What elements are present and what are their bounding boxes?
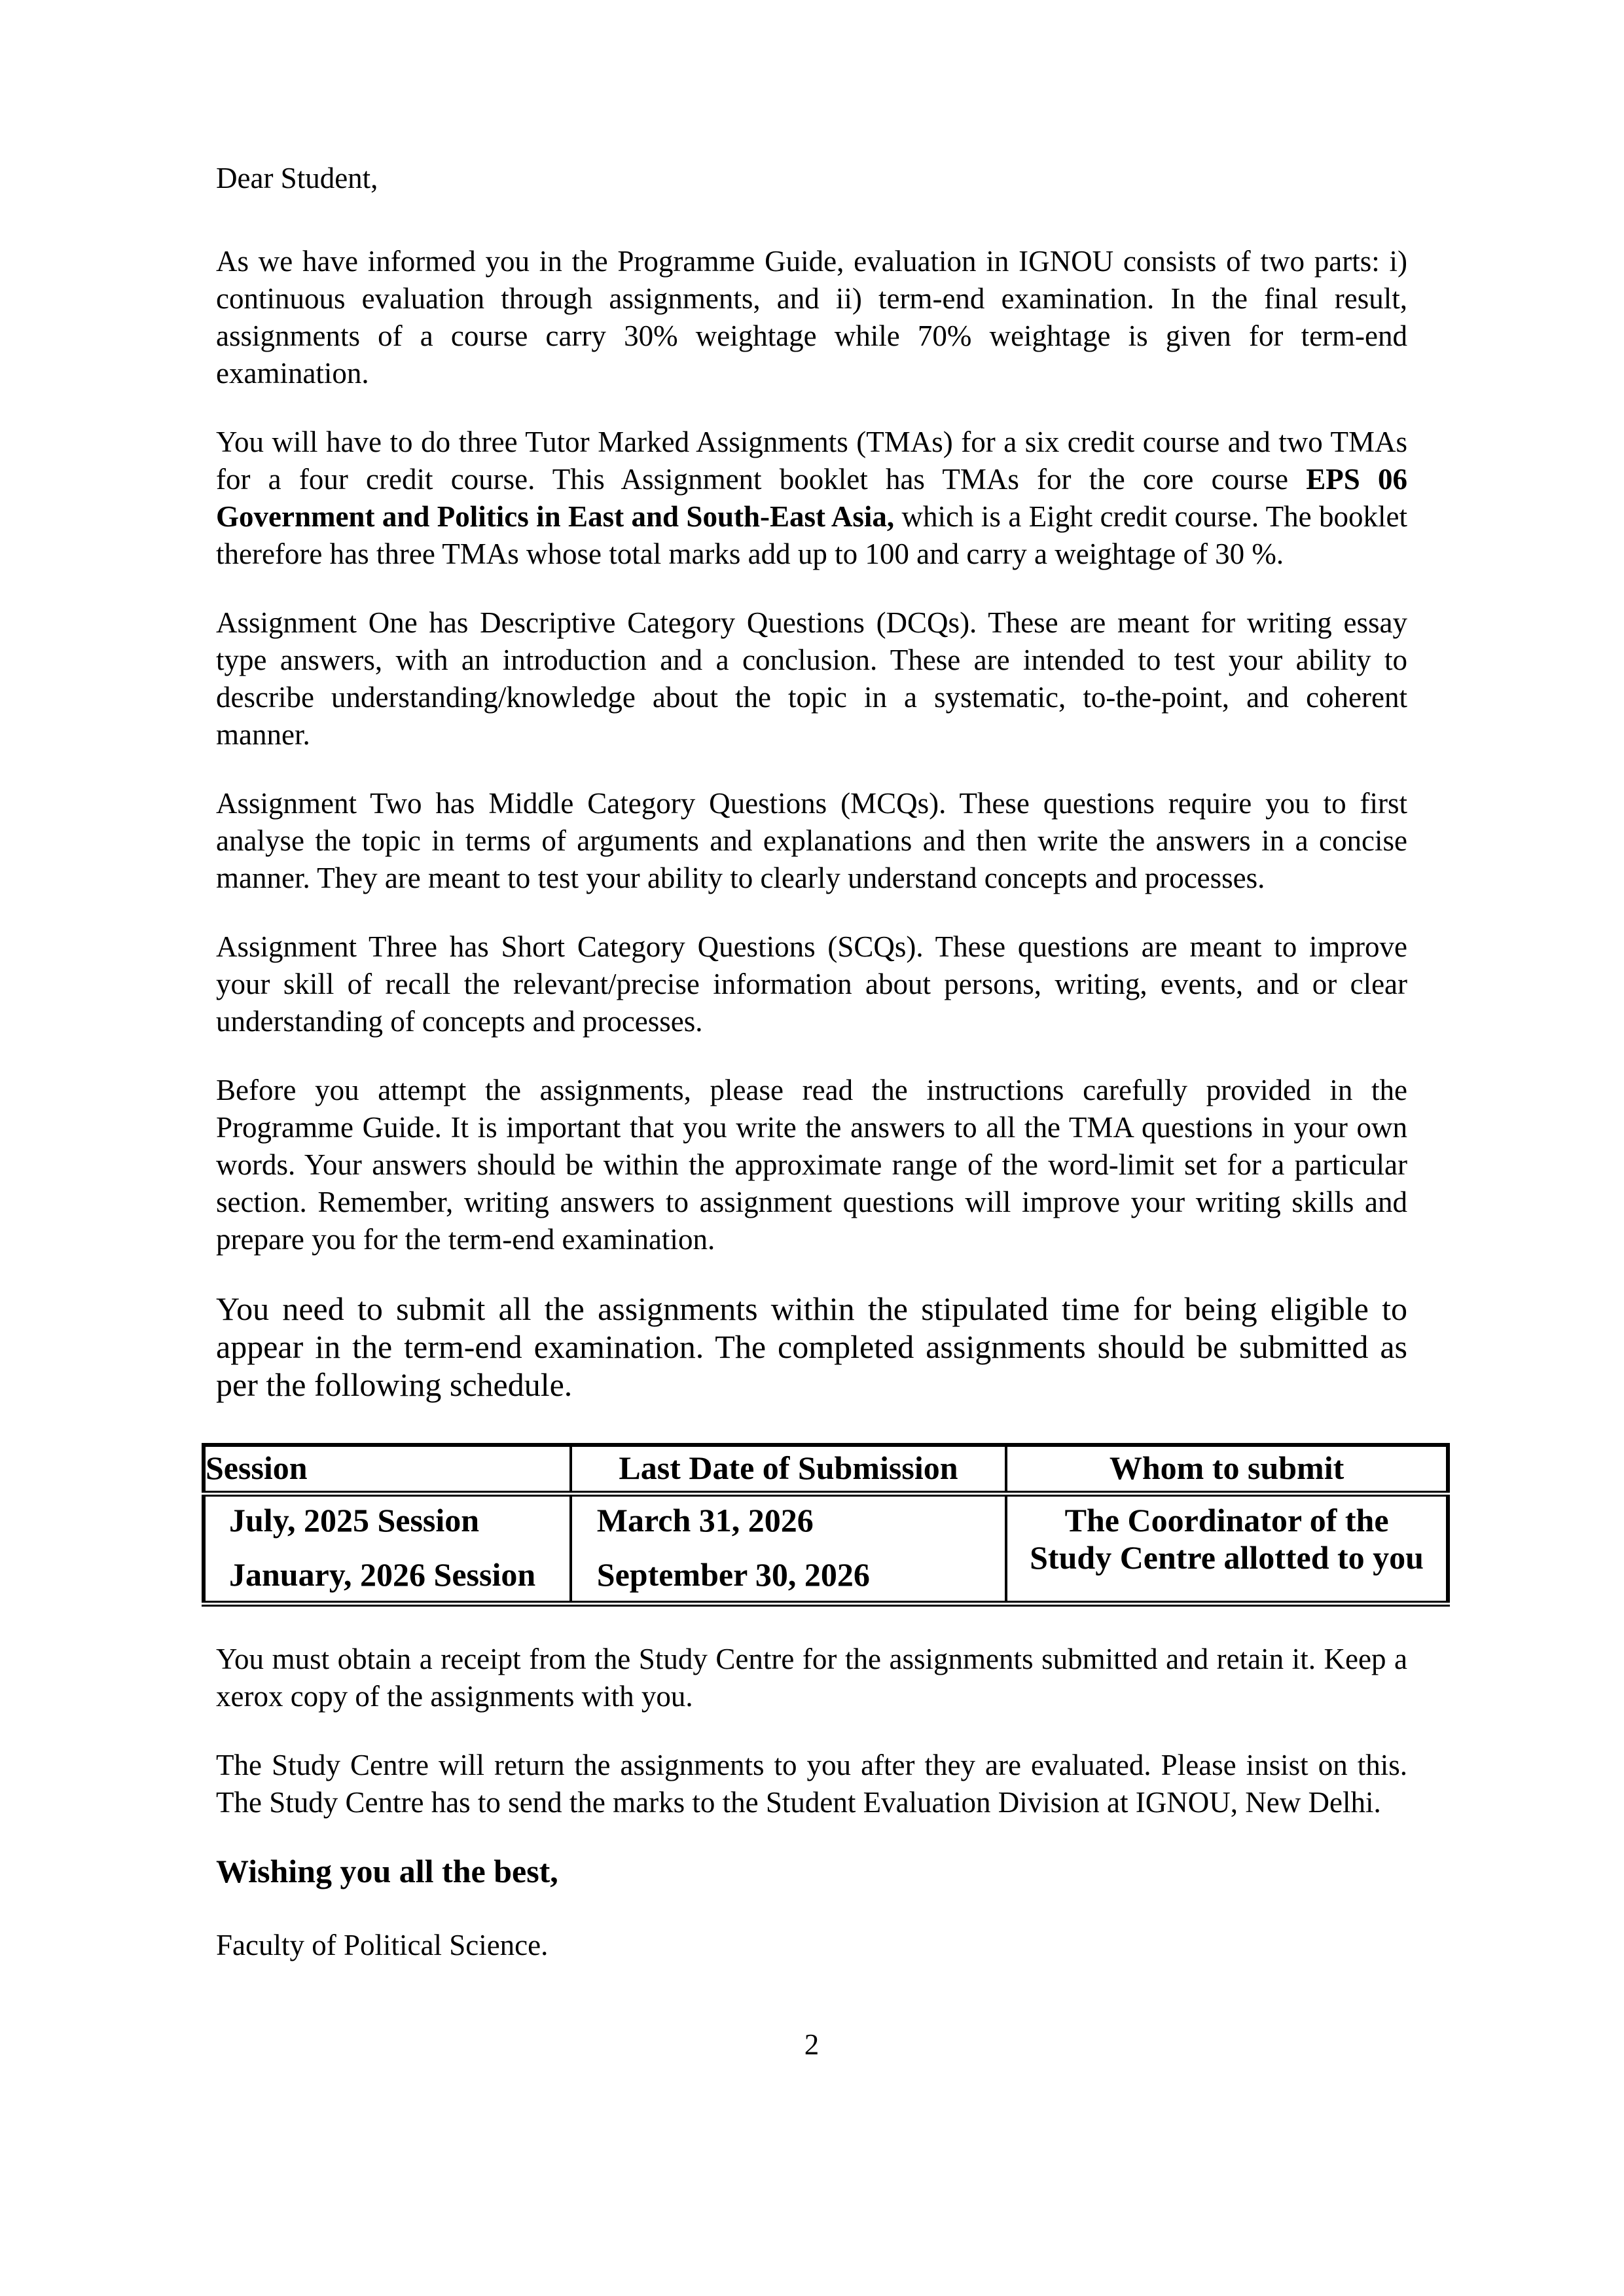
tma-course-post: which is a Eight credit course. The booklet therefore has three TMAs whose total marks add up to 100 and carry a weightage of 30 %. [216,500,1407,570]
column-header-last-date: Last Date of Submission [571,1445,1006,1494]
paragraph-receipt: You must obtain a receipt from the Study Centre for the assignments submitted and retain it. Keep a xerox copy of the assignments with you. [216,1643,1407,1713]
schedule-table [202,1443,1450,1607]
page-number: 2 [804,2028,820,2061]
closing-wish: Wishing you all the best, [216,1853,558,1889]
schedule-body-row [204,1494,1448,1604]
paragraph-tma-course [216,424,1407,573]
cell-recipient: The Coordinator of the Study Centre allotted to you [1006,1494,1448,1604]
paragraph-assignment-two-mcq: Assignment Two has Middle Category Questions (MCQs). These questions require you to first analyse the topic in terms of arguments and explanations and then write the answers in a concise manner. They are meant to test your ability to clearly understand concepts and processes. [216,787,1407,894]
deadline-september-2026: September 30, 2026 [596,1556,870,1593]
tma-course-pre: You will have to do three Tutor Marked Assignments (TMAs) for a six credit course and two TMAs for a four credit course. This Assignment booklet has TMAs for the core course [216,426,1407,496]
deadline-march-2026: March 31, 2026 [596,1502,814,1539]
column-header-session: Session [204,1445,571,1494]
session-january-2026: January, 2026 Session [229,1556,536,1593]
cell-deadlines [571,1494,1006,1604]
paragraph-submission-schedule: You need to submit all the assignments within the stipulated time for being eligible to appear in the term-end examination. The completed assignments should be submitted as per the following schedule. [216,1290,1407,1403]
salutation: Dear Student, [216,162,378,194]
signature-faculty: Faculty of Political Science. [216,1929,549,1961]
course-title-bold: EPS 06 Government and Politics in East and South-East Asia, [216,463,1407,533]
paragraph-assignment-one-dcq: Assignment One has Descriptive Category Questions (DCQs). These are meant for writing essay type answers, with an introduction and a conclusion. These are intended to test your ability to describe understanding/knowledge about the topic in a systematic, to-the-point, and coherent manner. [216,606,1407,751]
schedule-header-row [204,1445,1448,1494]
paragraph-evaluation-intro: As we have informed you in the Programme Guide, evaluation in IGNOU consists of two parts: i) continuous evaluation through assignments, and ii) term-end examination. In the final result, assignments of a course carry 30% weightage while 70% weightage is given for term-end examination. [216,245,1407,390]
paragraph-return-evaluation: The Study Centre will return the assignments to you after they are evaluated. Please insist on this. The Study Centre has to send the marks to the Student Evaluation Division at IGNOU, New Delhi. [216,1749,1407,1819]
session-july-2025: July, 2025 Session [229,1502,480,1539]
column-header-whom-to-submit: Whom to submit [1006,1445,1448,1494]
paragraph-instructions: Before you attempt the assignments, please read the instructions carefully provided in the Programme Guide. It is important that you write the answers to all the TMA questions in your own words. Your answers should be within the approximate range of the word-limit set for a particular section. Remember, writing answers to assignment questions will improve your writing skills and prepare you for the term-end examination. [216,1074,1407,1256]
cell-sessions [204,1494,571,1604]
paragraph-assignment-three-scq: Assignment Three has Short Category Questions (SCQs). These questions are meant to improve your skill of recall the relevant/precise information about persons, writing, events, and or clear understanding of concepts and processes. [216,930,1407,1038]
